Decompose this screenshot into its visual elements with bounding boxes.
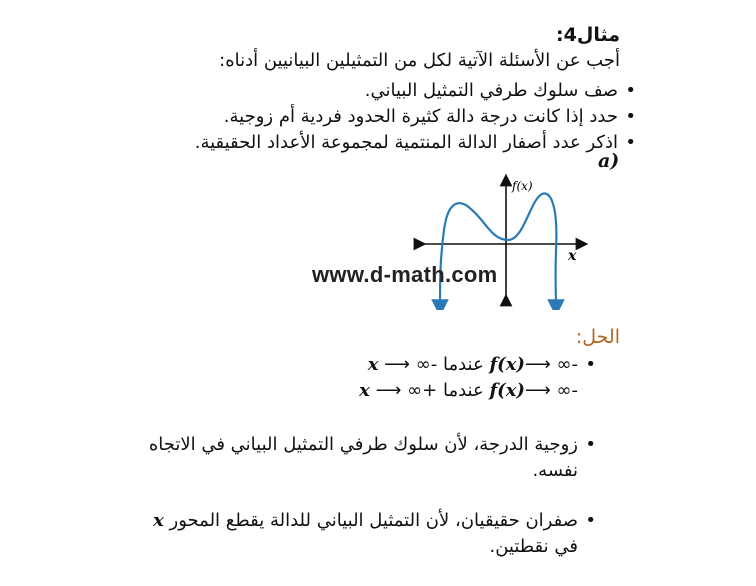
limit-value: +∞ — [407, 380, 438, 401]
part-label: a) — [598, 150, 620, 172]
question-item: • اذكر عدد أصفار الدالة المنتمية لمجموعة الأعداد الحقيقية. — [195, 130, 618, 156]
question-item: • حدد إذا كانت درجة دالة كثيرة الحدود فردية أم زوجية. — [195, 104, 618, 130]
when-word: عندما — [442, 354, 484, 375]
answer-zeros-text: صفران حقيقيان، لأن التمثيل البياني للدالة يقطع المحور — [169, 510, 578, 531]
arrow: ⟶ — [384, 354, 410, 375]
polynomial-graph — [400, 170, 590, 310]
watermark: www.d-math.com — [312, 262, 498, 287]
limit-line-2 — [359, 378, 578, 404]
arrow: ⟶ — [524, 354, 551, 375]
answer-zeros-tail: في نقطتين. — [489, 536, 578, 557]
when-word: عندما — [442, 380, 484, 401]
x-symbol: x — [359, 380, 370, 401]
example-title: مثال4: — [556, 24, 620, 46]
arrow: ⟶ — [375, 380, 402, 401]
answer-zeros — [138, 508, 596, 560]
answer-degree-text: • زوجية الدرجة، لأن سلوك طرفي التمثيل البياني في الاتجاه نفسه. — [138, 432, 578, 484]
answer-limits — [359, 352, 596, 404]
solution-title: الحل: — [575, 326, 620, 348]
limit-line-1 — [359, 352, 578, 378]
intro-text: أجب عن الأسئلة الآتية لكل من التمثيلين البيانيين أدناه: — [219, 50, 620, 71]
question-item: • صف سلوك طرفي التمثيل البياني. — [195, 78, 618, 104]
questions-list — [195, 78, 636, 156]
x-symbol: x — [153, 510, 164, 531]
limit-value: -∞ — [556, 354, 578, 375]
answer-zeros-item — [138, 508, 578, 560]
fx-symbol: f(x) — [489, 354, 525, 375]
x-axis-label: x — [568, 248, 577, 264]
y-axis-label: f(x) — [512, 179, 533, 193]
fx-symbol: f(x) — [489, 380, 525, 401]
arrow: ⟶ — [524, 380, 551, 401]
function-curve — [440, 193, 556, 308]
limit-value: -∞ — [556, 380, 578, 401]
x-symbol: x — [367, 354, 379, 375]
answer-degree — [138, 432, 596, 484]
limit-value: -∞ — [415, 354, 438, 375]
limits-item — [359, 352, 578, 404]
